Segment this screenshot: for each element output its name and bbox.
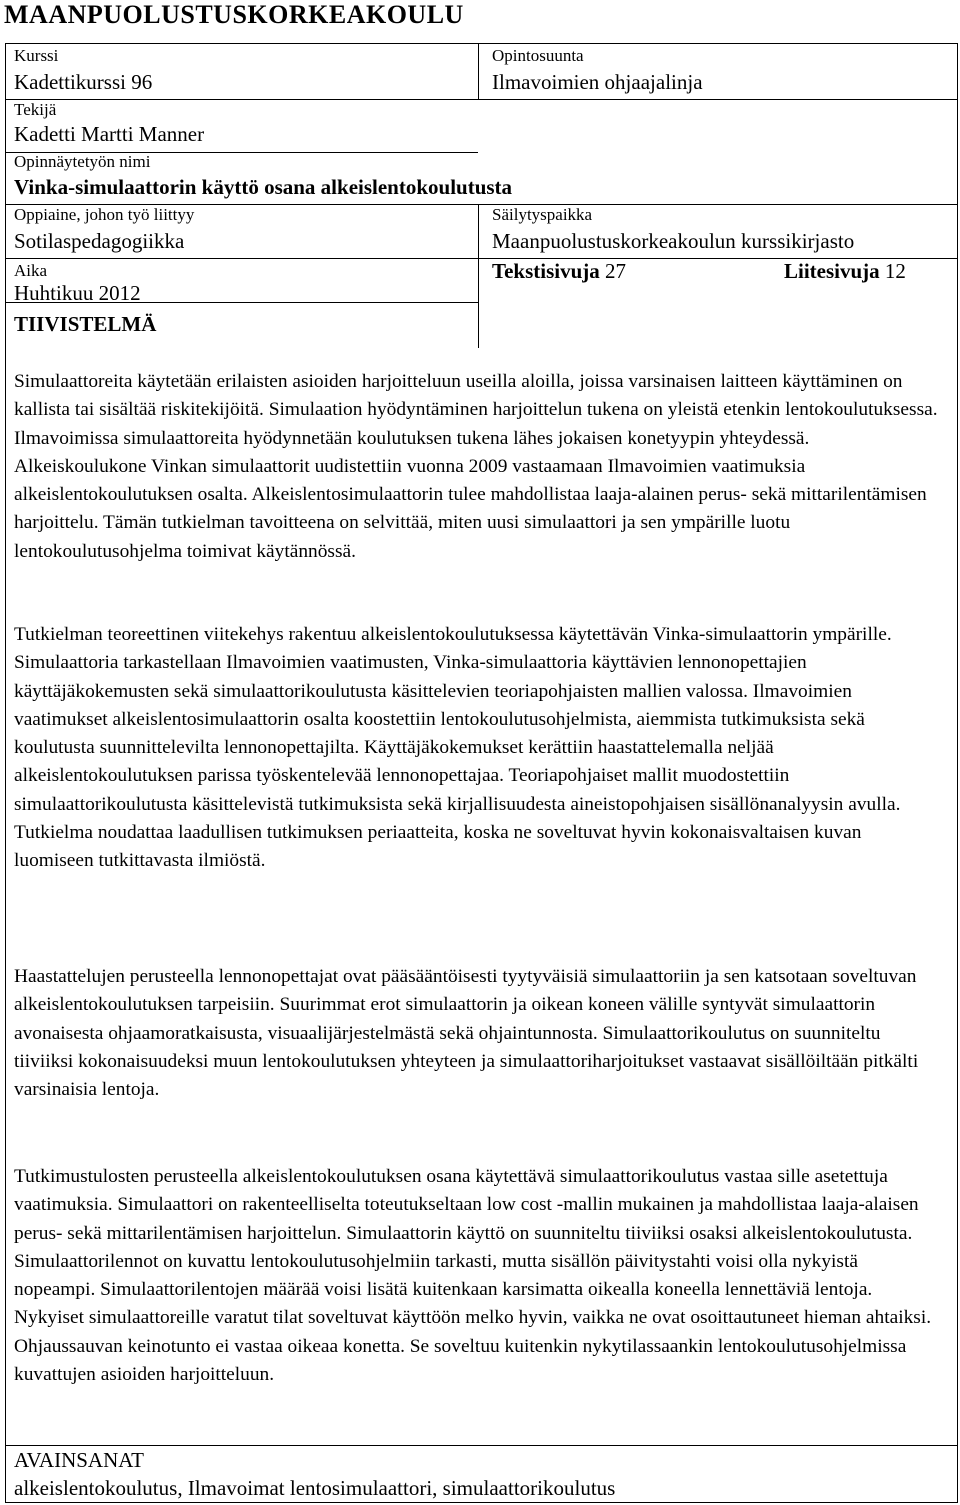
thesis-label: Opinnäytetyön nimi	[14, 152, 151, 171]
abstract-paragraph-4: Tutkimustulosten perusteella alkeislentokoulutuksen osana käytettävä simulaattorikoulutus vastaa sille asetettuja vaatimuksia. Simulaattori on rakenteelliselta toteutukseltaan low cost -mallin mukainen ja mahdollistaa laaja-alaisen perus- sekä mittarilentämisen harjoittelun. Simulaattorin käyttö on suunniteltu tiiviiksi osaksi alkeislentokoulutusta. Simulaattorilennot on kuvattu lentokoulutusohjelmiin tarkasti, mutta sisällön päivitystahti voisi olla nykyistä nopeampi. Simulaattorilentojen määrää voisi lisätä kuitenkaan karsimatta oikealla koneella lennettäviä lentoja. Nykyiset simulaattoreille varatut tilat soveltuvat käyttöön melko hyvin, vaikka ne ovat osoittautuneet hieman ahtaiksi. Ohjaussauvan keinotunto ei vastaa oikeaa konetta. Se soveltuu kuitenkin nykytilassaankin lentokoulutusohjelmissa kuvattujen asioiden harjoitteluun.	[14, 1166, 932, 1386]
page-title: MAANPUOLUSTUSKORKEAKOULU	[4, 0, 464, 29]
study-line-value: Ilmavoimien ohjaajalinja	[492, 70, 703, 94]
time-value: Huhtikuu 2012	[14, 281, 141, 305]
column-divider	[478, 204, 479, 348]
time-label: Aika	[14, 261, 48, 280]
text-pages-label: Tekstisivuja	[492, 259, 600, 283]
thesis-title: Vinka-simulaattorin käyttö osana alkeislentokoulutusta	[14, 175, 513, 199]
author-value: Kadetti Martti Manner	[14, 122, 205, 146]
storage-value: Maanpuolustuskorkeakoulun kurssikirjasto	[492, 229, 855, 253]
appendix-pages-label: Liitesivuja	[784, 259, 880, 283]
abstract-paragraph-3: Haastattelujen perusteella lennonopettajat ovat pääsääntöisesti tyytyväisiä simulaattoriin ja sen katsotaan soveltuvan alkeislentokoulutuksen tarpeisiin. Suurimmat erot simulaattorin ja oikean koneen välille syntyvät simulaattorin avonaisesta ohjaamoratkaisusta, visuaalijärjestelmästä sekä ohjaintunnosta. Simulaattorikoulutus on suunniteltu tiiviiksi kokonaisuudeksi muun lentokoulutuksen yhteyteen ja simulaattoriharjoitukset vastaavat sisällöiltään pitkälti varsinaisia lentoja.	[14, 966, 919, 1101]
column-divider	[478, 44, 479, 99]
text-pages-value: 27	[605, 259, 627, 283]
storage-label: Säilytyspaikka	[492, 205, 593, 224]
keywords-title: AVAINSANAT	[14, 1448, 144, 1472]
author-label: Tekijä	[14, 100, 57, 119]
abstract-divider	[6, 1445, 957, 1446]
abstract-paragraph-2: Tutkielman teoreettinen viitekehys rakentuu alkeislentokoulutuksessa käytettävän Vinka-simulaattorin ympärille. Simulaattoria tarkastellaan Ilmavoimien vaatimusten, Vinka-simulaattoria käyttävien lennonopettajien käyttäjäkokemusten sekä simulaattorikoulutusta käsittelevien teoriapohjaisten mallien valossa. Ilmavoimien vaatimukset alkeislentosimulaattorin osalta koostettiin lentokoulutusohjelmista, aiemmista tutkimuksista sekä koulutusta suunnittelevilta lennonopettajilta. Käyttäjäkokemukset kerättiin haastattelemalla neljää alkeislentokoulutuksen parissa työskentelevää lennonopettajaa. Teoriapohjaiset mallit muodostettiin simulaattorikoulutusta käsittelevistä tutkimuksista sekä kirjallisuudesta aineistopohjaisen sisällönanalyysin avulla. Tutkielma noudattaa laadullisen tutkimuksen periaatteita, koska ne soveltuvat hyvin kokonaisvaltaisen kuvan luomiseen tutkittavasta ilmiöstä.	[14, 624, 901, 872]
abstract-paragraph-1: Simulaattoreita käytetään erilaisten asioiden harjoitteluun useilla aloilla, joissa varsinaisen laitteen käyttäminen on kallista tai sisältää riskitekijöitä. Simulaation hyödyntäminen harjoittelun tukena on yleistä etenkin lentokoulutuksessa. Ilmavoimissa simulaattoreita hyödynnetään koulutuksen tukena lähes jokaisen konetyypin yhteydessä. Alkeiskoulukone Vinkan simulaattorit uudistettiin vuonna 2009 vastaamaan Ilmavoimien vaatimuksia alkeislentokoulutuksen osalta. Alkeislentosimulaattorin tulee mahdollistaa laaja-alainen perus- sekä mittarilentämisen harjoittelu. Tämän tutkielman tavoitteena on selvittää, miten uusi simulaattori ja sen ympärille luotu lentokoulutusohjelma toimivat käytännössä.	[14, 371, 938, 562]
text-pages	[492, 259, 626, 283]
study-line-label: Opintosuunta	[492, 46, 584, 65]
course-label: Kurssi	[14, 46, 59, 65]
subject-value: Sotilaspedagogiikka	[14, 229, 185, 253]
course-value: Kadettikurssi 96	[14, 70, 153, 94]
subject-label: Oppiaine, johon työ liittyy	[14, 205, 195, 224]
abstract-title: TIIVISTELMÄ	[14, 312, 157, 336]
row-divider	[6, 99, 957, 100]
appendix-pages	[784, 259, 906, 283]
keywords-value: alkeislentokoulutus, Ilmavoimat lentosimulaattori, simulaattorikoulutus	[14, 1476, 616, 1500]
appendix-pages-value: 12	[884, 259, 906, 283]
